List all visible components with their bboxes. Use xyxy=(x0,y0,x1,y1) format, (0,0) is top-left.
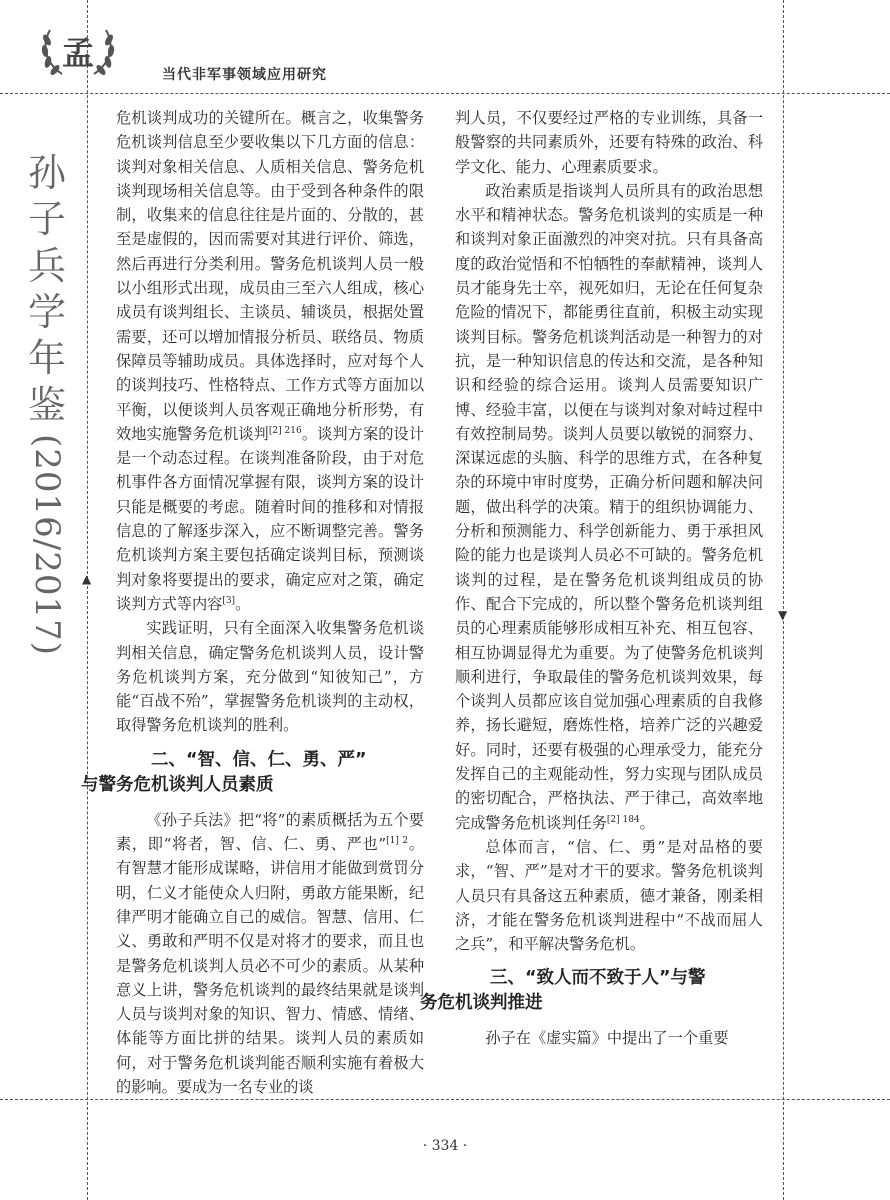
section-heading: 二、“智、信、仁、勇、严” 与警务危机谈判人员素质 xyxy=(81,749,367,795)
right-column xyxy=(420,106,763,1051)
citation: [3] xyxy=(222,595,236,606)
book-title-char: 鉴 xyxy=(27,382,66,427)
paragraph: 危机谈判成功的关键所在。概言之，收集警务危机谈判信息至少要收集以下几方面的信息：谈判对象相关信息、人质相关信息、警务危机谈判现场相关信息等。由于受到各种条件的限制，收集来的信息往往是片面的、分散的，甚至是虚假的，因而需要对其进行评价、筛选，然后再进行分类利用。警务危机谈判人员一般以小组形式出现，成员由三至六人组成，核心成员有谈判组长、主谈员、辅谈员，根据处置需要，还可以增加情报分析员、联络员、物质保障员等辅助成员。具体选择时，应对每个人的谈判技巧、性格特点、工作方式等方面加以平衡，以便谈判人员客观正确地分析形势，有效地实施警务危机谈判$^{[2] 216}$。谈判方案的设计是一个动态过程。在谈判准备阶段，由于对危机事件各方面情况掌握有限，谈判方案的设计只能是概要的考虑。随着时间的推移和对情报信息的了解逐步深入，应不断调整完善。警务危机谈判方案主要包括确定谈判目标，预测谈判对象将要提出的要求，确定应对之策，确定谈判方式等内容[3]。 xyxy=(116,109,425,613)
paragraph: 总体而言，“信、仁、勇”是对品格的要求，“智、严”是对才干的要求。警务危机谈判人员只有具备这五种素质，德才兼备，刚柔相济，才能在警务危机谈判进程中“不战而屈人之兵”，和平解决警务危机。 xyxy=(455,837,763,954)
laurel-emblem-icon xyxy=(38,20,118,84)
paragraph: 实践证明，只有全面深入收集警务危机谈判相关信息，确定警务危机谈判人员，设计警务危机谈判方案，充分做到“知彼知己”，方能“百战不殆”，掌握警务危机谈判的主动权，取得警务危机谈判的胜利。 xyxy=(116,619,424,735)
book-title xyxy=(22,150,72,656)
section-heading: 三、“致人而不致于人”与警 务危机谈判推进 xyxy=(420,968,706,1014)
paragraph: 政治素质是指谈判人员所具有的政治思想水平和精神状态。警务危机谈判的实质是一种和谈判对象正面激烈的冲突对抗。只有具备高度的政治觉悟和不怕牺牲的奉献精神，谈判人员才能身先士卒，视死如归，无论在任何复杂危险的情况下，都能勇往直前，积极主动实现谈判目标。警务危机谈判活动是一种智力的对抗，是一种知识信息的传达和交流，是各种知识和经验的综合运用。谈判人员需要知识广博、经验丰富，以便在与谈判对象对峙过程中有效控制局势。谈判人员要以敏锐的洞察力、深谋远虑的头脑、科学的思维方式，在各种复杂的环境中审时度势，正确分析问题和解决问题，做出科学的决策。精于的组织协调能力、分析和预测能力、科学创新能力、勇于承担风险的能力也是谈判人员必不可缺的。警务危机谈判的过程，是在警务危机谈判组成员的协作、配合下完成的，所以整个警务危机谈判组员的心理素质能够形成相互补充、相互包容、相互协调显得尤为重要。为了使警务危机谈判顺利进行，争取最佳的警务危机谈判效果，每个谈判人员都应该自觉加强心理素质的自我修养，扬长避短，磨炼性格，培养广泛的兴趣爱好。同时，还要有极强的心理承受力，能充分发挥自己的主观能动性，努力实现与团队成员的密切配合，严格执法、严于律己，高效率地完成警务危机谈判任务$^{[2] 184}$。 xyxy=(455,181,763,832)
right-binding-line xyxy=(783,0,784,1200)
paragraph: 《孙子兵法》把“将”的素质概括为五个要素，即“将者，智、信、仁、勇、严也”$^{[1] 2}$。有智慧才能形成谋略，讲信用才能做到赏罚分明，仁义才能使众人归附，勇敢方能果断，纪律严明才能确立自己的威信。智慧、信用、仁义、勇敢和严明不仅是对将才的要求，而且也是警务危机谈判人员必不可少的素质。从某种意义上讲，警务危机谈判的最终结果就是谈判人员与谈判对象的知识、智力、情感、情绪、体能等方面比拼的结果。谈判人员的素质如何，对于警务危机谈判能否顺利实施有着极大的影响。要成为一名专业的谈 xyxy=(116,810,425,1096)
citation: [2] 184 xyxy=(606,814,640,825)
left-column xyxy=(81,106,425,1099)
fold-arrow-up-icon: ▲ xyxy=(82,572,92,586)
running-title: 当代非军事领域应用研究 xyxy=(162,67,327,83)
yearbook-logo xyxy=(38,20,118,84)
logo-glyph: 孟 xyxy=(61,34,95,72)
paragraph: 孙子在《虚实篇》中提出了一个重要 xyxy=(485,1029,729,1048)
book-year: (2016/2017) xyxy=(27,434,67,657)
book-title-char: 子 xyxy=(27,197,66,242)
fold-arrow-down-icon: ▼ xyxy=(778,608,788,622)
book-title-char: 年 xyxy=(27,336,66,381)
paragraph: 判人员，不仅要经过严格的专业训练，具备一般警察的共同素质外，还要有特殊的政治、科学文化、能力、心理素质要求。 xyxy=(455,109,763,176)
page-number: · 334 · xyxy=(422,1138,468,1154)
top-divider xyxy=(0,93,890,94)
book-title-char: 兵 xyxy=(27,243,66,288)
book-title-char: 学 xyxy=(27,290,66,335)
citation: [1] 2 xyxy=(386,835,409,846)
citation: [2] 216 xyxy=(268,425,302,436)
book-title-char: 孙 xyxy=(27,151,66,195)
left-binding-line xyxy=(87,0,88,1200)
